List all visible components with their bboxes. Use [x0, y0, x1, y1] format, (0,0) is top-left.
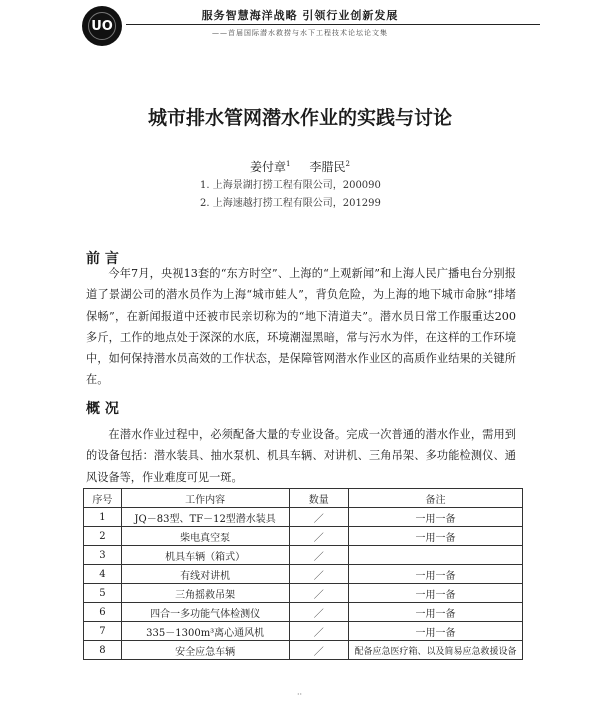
table-row — [84, 641, 523, 660]
column-header: 序号 — [84, 489, 122, 508]
section-heading-overview: 概 况 — [86, 401, 119, 417]
table-cell: ／ — [289, 641, 349, 660]
table-cell: JQ－83型、TF－12型潜水装具 — [121, 508, 289, 527]
running-header-proceedings: ——首届国际潜水救捞与水下工程技术论坛论文集 — [212, 29, 388, 37]
table-cell: 机具车辆（箱式） — [121, 546, 289, 565]
table-cell: 一用一备 — [349, 584, 523, 603]
column-header: 工作内容 — [121, 489, 289, 508]
table-row — [84, 584, 523, 603]
table-cell: 一用一备 — [349, 508, 523, 527]
table-cell: 8 — [84, 641, 122, 660]
table-row — [84, 622, 523, 641]
table-cell — [349, 546, 523, 565]
table-row — [84, 527, 523, 546]
table-cell: 335－1300m³离心通风机 — [121, 622, 289, 641]
column-header: 备注 — [349, 489, 523, 508]
author-line — [0, 158, 600, 175]
table-cell: 四合一多功能气体检测仪 — [121, 603, 289, 622]
table-cell: 6 — [84, 603, 122, 622]
table-cell: ／ — [289, 546, 349, 565]
section-heading-preface: 前 言 — [86, 251, 119, 267]
table-cell: 5 — [84, 584, 122, 603]
table-cell: 安全应急车辆 — [121, 641, 289, 660]
table-cell: 柴电真空泵 — [121, 527, 289, 546]
running-header-slogan: 服务智慧海洋战略 引领行业创新发展 — [201, 9, 399, 22]
table-cell: 一用一备 — [349, 622, 523, 641]
table-row — [84, 546, 523, 565]
journal-logo: UO — [82, 6, 122, 46]
paper-title: 城市排水管网潜水作业的实践与讨论 — [147, 107, 452, 129]
table-cell: ／ — [289, 603, 349, 622]
author-name: 李腊民 — [309, 160, 346, 174]
table-row — [84, 603, 523, 622]
section-paragraph: 今年7月，央视13套的“东方时空”、上海的“上观新闻”和上海人民广播电台分别报道了景湖公司的潜水员作为上海“城市蛙人”，背负危险，为上海的地下城市命脉“排堵保畅”，在新闻报道中还被市民亲切称为的“地下清道夫”。潜水员日常工作服重达200多斤，工作的地点处于深深的水底，环境潮湿黑暗，常与污水为伴，在这样的工作环境中，如何保持潜水员高效的工作状态，是保障管网潜水作业区的高质作业结果的关键所在。 — [86, 267, 516, 387]
table-cell: 2 — [84, 527, 122, 546]
table-cell: ／ — [289, 565, 349, 584]
table-cell: 一用一备 — [349, 527, 523, 546]
table-cell: 配备应急医疗箱、以及简易应急救援设备 — [349, 641, 523, 660]
table-cell: ／ — [289, 508, 349, 527]
table-cell: 3 — [84, 546, 122, 565]
table-cell: ／ — [289, 527, 349, 546]
table-cell: 4 — [84, 565, 122, 584]
header-rule — [126, 24, 540, 25]
column-header: 数量 — [289, 489, 349, 508]
table-row — [84, 565, 523, 584]
author-name: 姜付章 — [249, 160, 286, 174]
page-footer-mark: ·· — [297, 690, 303, 699]
table-header-row — [84, 489, 523, 508]
table-cell: ／ — [289, 584, 349, 603]
table-cell: 三角摇救吊架 — [121, 584, 289, 603]
affiliation: 2. 上海速越打捞工程有限公司，201299 — [200, 198, 381, 209]
affiliation: 1. 上海景湖打捞工程有限公司，200090 — [200, 180, 381, 191]
table-cell: 有线对讲机 — [121, 565, 289, 584]
equipment-table — [83, 488, 523, 660]
table-cell: 1 — [84, 508, 122, 527]
table-cell: ／ — [289, 622, 349, 641]
table-cell: 一用一备 — [349, 603, 523, 622]
table-cell: 一用一备 — [349, 565, 523, 584]
author-mark: 1 — [285, 160, 291, 168]
table-cell: 7 — [84, 622, 122, 641]
table-row — [84, 508, 523, 527]
section-paragraph: 在潜水作业过程中，必须配备大量的专业设备。完成一次普通的潜水作业，需用到的设备包括：潜水装具、抽水泵机、机具车辆、对讲机、三角吊架、多功能检测仪、通风设备等，作业难度可见一斑。 — [86, 428, 516, 484]
author-mark: 2 — [345, 160, 351, 168]
